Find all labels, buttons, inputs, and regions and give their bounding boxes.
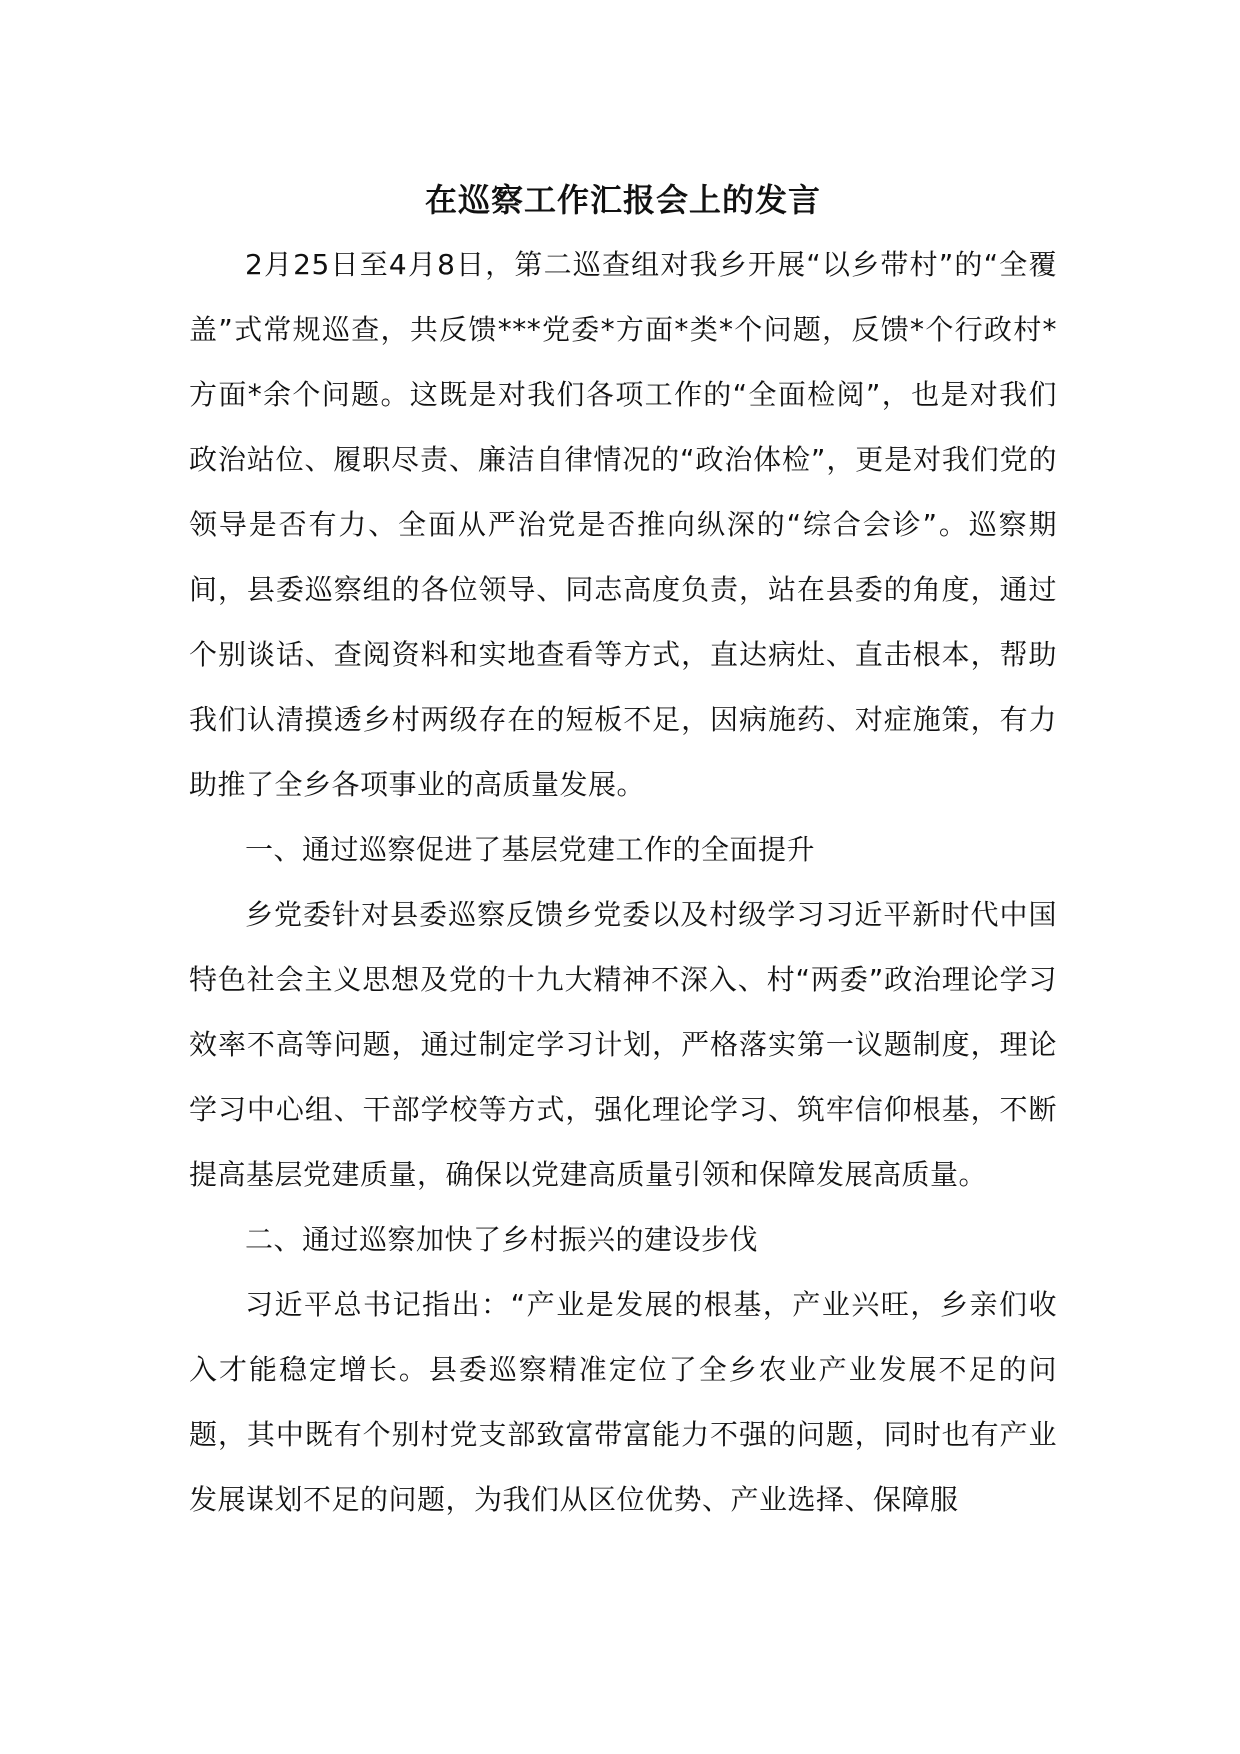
paragraph-section-1: 乡党委针对县委巡察反馈乡党委以及村级学习习近平新时代中国特色社会主义思想及党的十九大精神不深入、村“两委”政治理论学习效率不高等问题，通过制定学习计划，严格落实第一议题制度，理论学习中心组、干部学校等方式，强化理论学习、筑牢信仰根基，不断提高基层党建质量，确保以党建高质量引领和保障发展高质量。 xyxy=(189,898,1057,1191)
paragraph-section-2: 习近平总书记指出：“产业是发展的根基，产业兴旺，乡亲们收入才能稳定增长。县委巡察精准定位了全乡农业产业发展不足的问题，其中既有个别村党支部致富带富能力不强的问题，同时也有产业发展谋划不足的问题，为我们从区位优势、产业选择、保障服 xyxy=(189,1288,1057,1516)
section-heading-1: 一、通过巡察促进了基层党建工作的全面提升 xyxy=(245,833,816,866)
section-heading-2: 二、通过巡察加快了乡村振兴的建设步伐 xyxy=(245,1223,759,1256)
document-body xyxy=(189,170,1057,1532)
paragraph-intro: 2月25日至4月8日，第二巡查组对我乡开展“以乡带村”的“全覆盖”式常规巡查，共反馈***党委*方面*类*个问题，反馈*个行政村*方面*余个问题。这既是对我们各项工作的“全面检阅”，也是对我们政治站位、履职尽责、廉洁自律情况的“政治体检”，更是对我们党的领导是否有力、全面从严治党是否推向纵深的“综合会诊”。巡察期间，县委巡察组的各位领导、同志高度负责，站在县委的角度，通过个别谈话、查阅资料和实地查看等方式，直达病灶、直击根本，帮助我们认清摸透乡村两级存在的短板不足，因病施药、对症施策，有力助推了全乡各项事业的高质量发展。 xyxy=(189,248,1057,801)
document-title: 在巡察工作汇报会上的发言 xyxy=(424,181,821,219)
